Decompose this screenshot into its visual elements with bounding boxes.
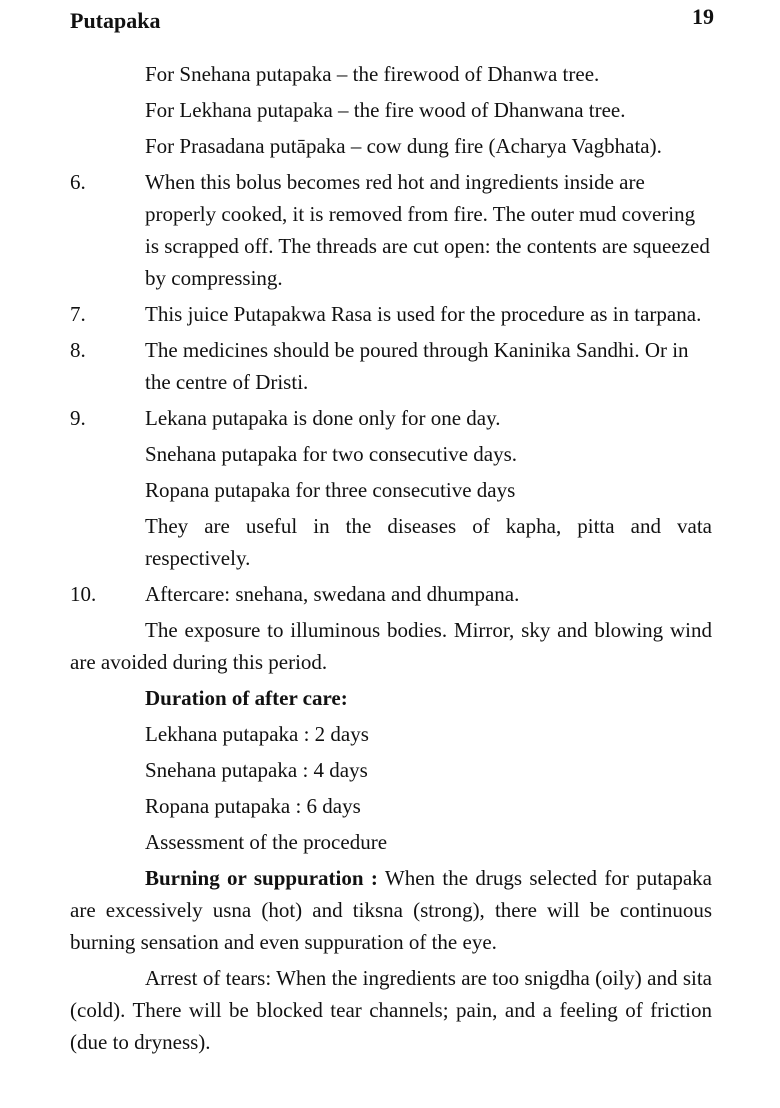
duration-lekhana: Lekhana putapaka : 2 days [145, 722, 369, 746]
fuel-prasadana: For Prasadana putāpaka – cow dung fire (Acharya Vagbhata). [145, 134, 662, 158]
step-9 [70, 402, 712, 434]
step-text: The medicines should be poured through Kaninika Sandhi. Or in the centre of Dristi. [145, 338, 689, 394]
step-number: 9. [70, 406, 86, 430]
step-6 [70, 166, 712, 294]
step-number: 10. [70, 582, 97, 606]
step-text: Lekana putapaka is done only for one day. [145, 406, 501, 430]
page-body [70, 58, 712, 1062]
burning-paragraph [70, 862, 712, 958]
fuel-snehana: For Snehana putapaka – the firewood of Dhanwa tree. [145, 62, 600, 86]
step-9-ropana: Ropana putapaka for three consecutive days [145, 478, 516, 502]
step-text: This juice Putapakwa Rasa is used for the procedure as in tarpana. [145, 302, 702, 326]
step-8 [70, 334, 712, 398]
fuel-lekhana: For Lekhana putapaka – the fire wood of Dhanwana tree. [145, 98, 626, 122]
step-number: 7. [70, 302, 86, 326]
step-9-snehana: Snehana putapaka for two consecutive days. [145, 442, 518, 466]
page-number: 19 [692, 4, 714, 29]
running-header-title: Putapaka [70, 8, 161, 33]
burning-label: Burning or suppuration : [145, 866, 378, 890]
assessment-heading: Assessment of the procedure [145, 830, 388, 854]
exposure-paragraph: The exposure to illuminous bodies. Mirror, sky and blowing wind are avoided during this period. [70, 618, 712, 674]
step-9-usefulness: They are useful in the diseases of kapha, pitta and vata respectively. [145, 514, 712, 570]
step-10 [70, 578, 712, 610]
duration-snehana: Snehana putapaka : 4 days [145, 758, 368, 782]
arrest-paragraph: Arrest of tears: When the ingredients are too snigdha (oily) and sita (cold). There will be blocked tear channels; pain, and a feeling of friction (due to dryness). [70, 966, 712, 1054]
duration-ropana: Ropana putapaka : 6 days [145, 794, 361, 818]
step-7 [70, 298, 712, 330]
step-number: 6. [70, 170, 86, 194]
step-number: 8. [70, 338, 86, 362]
step-text: Aftercare: snehana, swedana and dhumpana. [145, 582, 520, 606]
step-text: When this bolus becomes red hot and ingredients inside are properly cooked, it is removed from fire. The outer mud covering is scrapped off. The threads are cut open: the contents are squeezed by compressing. [145, 170, 710, 290]
duration-heading: Duration of after care: [145, 686, 348, 710]
burning-text: When the drugs selected for putapaka are excessively usna (hot) and tiksna (strong), there will be continuous burning sensation and even suppuration of the eye. [70, 866, 712, 954]
